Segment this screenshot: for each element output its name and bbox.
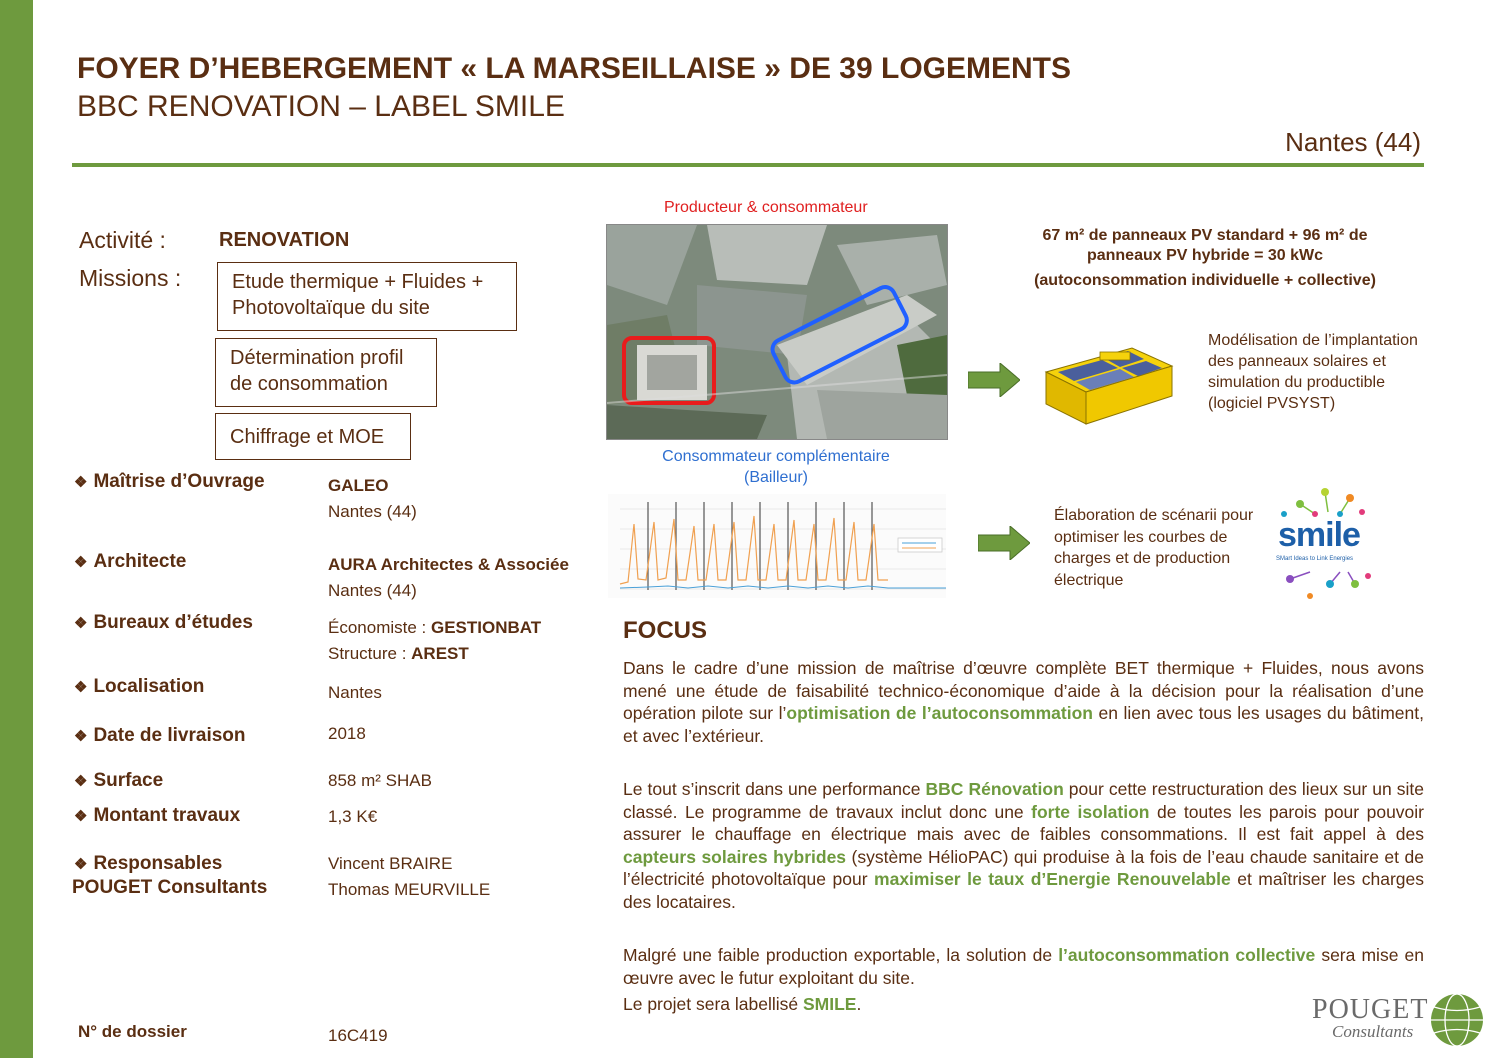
- pv-description: 67 m² de panneaux PV standard + 96 m² de panneaux PV hybride = 30 kWc: [1042, 227, 1368, 264]
- smile-logo-tagline: SMart Ideas to Link Energies: [1276, 556, 1354, 562]
- page-subtitle: BBC RENOVATION – LABEL SMILE: [77, 90, 565, 123]
- pv-consumption-note: (autoconsommation individuelle + collective): [1034, 272, 1376, 289]
- pouget-logo: [1312, 990, 1492, 1052]
- mission-box-2: Détermination profil de consommation: [215, 338, 437, 407]
- missions-label: Missions :: [79, 265, 182, 291]
- field-value-date: 2018: [328, 724, 366, 743]
- map-caption-bottom: Consommateur complémentaire (Bailleur): [662, 448, 890, 486]
- field-value-montant: 1,3 K€: [328, 807, 378, 826]
- left-accent-bar: [0, 0, 33, 1058]
- field-label-architecte: ❖ Architecte: [74, 551, 187, 572]
- scenarii-text: Élaboration de scénarii pour optimiser les courbes de charges et de production électrique: [1054, 507, 1254, 589]
- field-value-surface: 858 m² SHAB: [328, 771, 432, 790]
- field-label-moa: ❖ Maîtrise d’Ouvrage: [74, 471, 265, 492]
- activity-label: Activité :: [79, 227, 166, 253]
- dossier-label: N° de dossier: [78, 1022, 187, 1041]
- mission-box-3: Chiffrage et MOE: [215, 413, 411, 460]
- pouget-logo-name: POUGET: [1312, 994, 1429, 1025]
- field-value-localisation: Nantes: [328, 683, 382, 702]
- field-label-montant: ❖ Montant travaux: [74, 805, 241, 826]
- solar-model-image: [1042, 330, 1177, 426]
- location-label: Nantes (44): [1285, 127, 1421, 157]
- aerial-map-image: [606, 224, 948, 440]
- focus-paragraph-3: Malgré une faible production exportable, la solution de l’autoconsommation collective sera mise en œuvre avec le futur exploitant du site.: [623, 945, 1425, 988]
- mission-box-1: Etude thermique + Fluides + Photovoltaïque du site: [217, 262, 517, 331]
- load-curve-image: [608, 494, 946, 598]
- pouget-logo-sub: Consultants: [1332, 1022, 1414, 1041]
- modelisation-text: Modélisation de l’implantation des panneaux solaires et simulation du productible (logiciel PVSYST): [1208, 332, 1418, 412]
- arrow-right-icon: [968, 363, 1020, 397]
- field-value-responsables: Vincent BRAIRE Thomas MEURVILLE: [328, 854, 491, 899]
- field-label-responsables: ❖ Responsables POUGET Consultants: [72, 853, 268, 898]
- page-title: FOYER D’HEBERGEMENT « LA MARSEILLAISE » DE 39 LOGEMENTS: [77, 52, 1072, 85]
- field-value-bureaux: Économiste : GESTIONBAT Structure : AREST: [328, 618, 542, 663]
- map-caption-top: Producteur & consommateur: [664, 199, 868, 216]
- arrow-right-icon: [978, 526, 1030, 560]
- focus-paragraph-2: Le tout s’inscrit dans une performance BBC Rénovation pour cette restructuration des lieux sur un site classé. Le programme de travaux inclut donc une forte isolation de toutes les parois pour pouvoir assurer le chauffage en électrique mais avec de faibles consommations. Il est fait appel à des capteurs solaires hybrides (système HélioPAC) qui produise à la fois de l’eau chaude sanitaire et de l’électricité photovoltaïque pour maximiser le taux d’Energie Renouvelable et maîtriser les charges des locataires.: [623, 779, 1424, 912]
- field-label-localisation: ❖ Localisation: [74, 676, 205, 697]
- focus-paragraph-1: Dans le cadre d’une mission de maîtrise d’œuvre complète BET thermique + Fluides, nous avons mené une étude de faisabilité technico-économique d’aide à la décision pour la réalisation d’une opération pilote sur l’optimisation de l’autoconsommation en lien avec tous les usages du bâtiment, et avec l’extérieur.: [623, 658, 1424, 746]
- field-label-bureaux: ❖ Bureaux d’études: [74, 612, 253, 633]
- smile-logo-word: smile: [1278, 516, 1360, 554]
- field-label-date: ❖ Date de livraison: [74, 725, 246, 746]
- smile-logo: [1270, 484, 1380, 602]
- field-label-surface: ❖ Surface: [74, 770, 164, 791]
- focus-title: FOCUS: [623, 617, 707, 644]
- dossier-value: 16C419: [328, 1026, 388, 1045]
- globe-icon: [1428, 992, 1486, 1048]
- field-value-architecte: AURA Architectes & Associée Nantes (44): [328, 555, 569, 600]
- field-value-moa: GALEO Nantes (44): [328, 476, 417, 521]
- focus-paragraph-4: Le projet sera labellisé SMILE.: [623, 994, 862, 1014]
- activity-value: RENOVATION: [219, 229, 350, 251]
- header-divider: [72, 163, 1424, 167]
